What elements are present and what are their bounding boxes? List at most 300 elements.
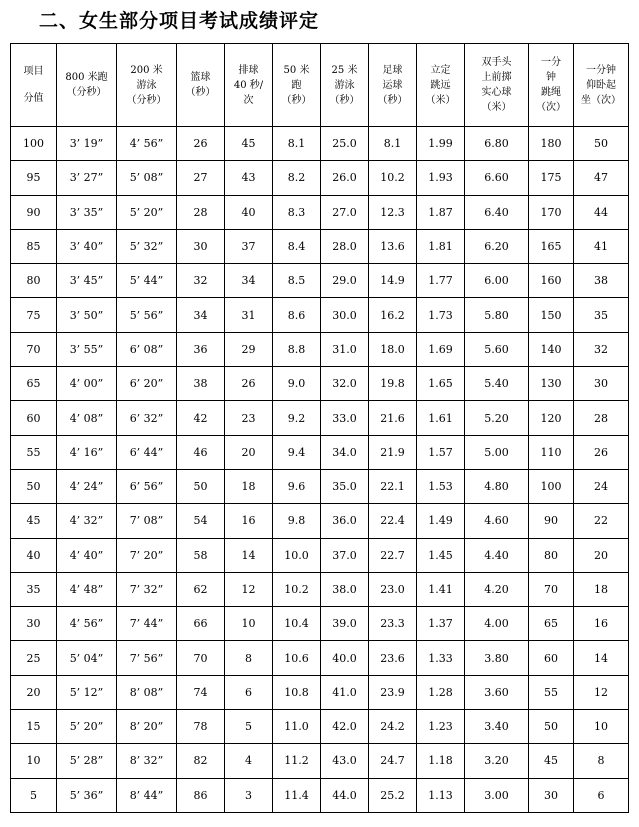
- table-cell: 5’ 56”: [117, 298, 177, 332]
- column-header-line: （米）: [425, 94, 456, 106]
- table-cell: 35: [574, 298, 629, 332]
- table-cell: 1.57: [417, 435, 465, 469]
- column-header-line: 立定: [430, 64, 451, 76]
- table-cell: 43: [225, 161, 273, 195]
- table-cell: 6’ 08”: [117, 332, 177, 366]
- table-cell: 29: [225, 332, 273, 366]
- table-cell: 110: [529, 435, 574, 469]
- table-cell: 27.0: [321, 195, 369, 229]
- score-cell: 80: [11, 264, 57, 298]
- table-cell: 3.00: [465, 778, 529, 812]
- table-cell: 4’ 16”: [57, 435, 117, 469]
- table-cell: 58: [177, 538, 225, 572]
- table-cell: 6.60: [465, 161, 529, 195]
- table-cell: 4’ 56”: [57, 607, 117, 641]
- column-header-line: （秒）: [377, 94, 408, 106]
- column-header-line: 跳绳: [541, 87, 561, 98]
- table-cell: 42: [177, 401, 225, 435]
- table-cell: 5.40: [465, 367, 529, 401]
- score-table: [10, 43, 629, 813]
- table-cell: 37.0: [321, 538, 369, 572]
- column-header: [529, 44, 574, 127]
- table-cell: 27: [177, 161, 225, 195]
- table-cell: 36: [177, 332, 225, 366]
- table-cell: 4’ 08”: [57, 401, 117, 435]
- table-header-row: [11, 44, 629, 127]
- table-cell: 16.2: [369, 298, 417, 332]
- table-cell: 30.0: [321, 298, 369, 332]
- table-cell: 8: [225, 641, 273, 675]
- table-cell: 1.81: [417, 229, 465, 263]
- table-cell: 5.00: [465, 435, 529, 469]
- table-cell: 62: [177, 572, 225, 606]
- table-cell: 19.8: [369, 367, 417, 401]
- table-cell: 8’ 32”: [117, 744, 177, 778]
- table-cell: 6’ 56”: [117, 469, 177, 503]
- table-row: [11, 401, 629, 435]
- column-header-line: 跳远: [430, 79, 451, 91]
- column-header-line: 分值: [23, 93, 44, 104]
- table-cell: 7’ 56”: [117, 641, 177, 675]
- column-header-line: 足球: [382, 64, 403, 76]
- table-cell: 1.45: [417, 538, 465, 572]
- table-row: [11, 264, 629, 298]
- table-cell: 38: [574, 264, 629, 298]
- table-cell: 8’ 08”: [117, 675, 177, 709]
- column-header-line: 25 米: [331, 64, 358, 76]
- table-cell: 3’ 40”: [57, 229, 117, 263]
- table-cell: 12.3: [369, 195, 417, 229]
- score-cell: 10: [11, 744, 57, 778]
- score-cell: 75: [11, 298, 57, 332]
- score-cell: 5: [11, 778, 57, 812]
- table-cell: 8’ 20”: [117, 710, 177, 744]
- table-cell: 8.2: [273, 161, 321, 195]
- table-cell: 7’ 32”: [117, 572, 177, 606]
- column-header-line: 50 米: [283, 64, 310, 76]
- table-cell: 14: [574, 641, 629, 675]
- table-cell: 3.20: [465, 744, 529, 778]
- table-cell: 1.65: [417, 367, 465, 401]
- table-cell: 9.0: [273, 367, 321, 401]
- table-cell: 4’ 00”: [57, 367, 117, 401]
- table-cell: 4’ 40”: [57, 538, 117, 572]
- table-cell: 8’ 44”: [117, 778, 177, 812]
- table-cell: 18: [225, 469, 273, 503]
- table-cell: 4.40: [465, 538, 529, 572]
- column-header-line: 项目: [23, 66, 44, 77]
- score-cell: 100: [11, 127, 57, 161]
- table-cell: 26: [574, 435, 629, 469]
- table-row: [11, 161, 629, 195]
- column-header-line: 一分: [541, 57, 561, 68]
- table-cell: 40: [225, 195, 273, 229]
- table-cell: 9.6: [273, 469, 321, 503]
- table-cell: 26: [225, 367, 273, 401]
- score-cell: 90: [11, 195, 57, 229]
- table-cell: 12: [225, 572, 273, 606]
- table-cell: 4’ 56”: [117, 127, 177, 161]
- table-cell: 78: [177, 710, 225, 744]
- table-cell: 28: [177, 195, 225, 229]
- column-header-line: （秒）: [281, 94, 312, 106]
- table-cell: 35.0: [321, 469, 369, 503]
- table-cell: 47: [574, 161, 629, 195]
- column-header-line: 篮球: [190, 72, 211, 83]
- column-header: [574, 44, 629, 127]
- table-cell: 5.80: [465, 298, 529, 332]
- table-cell: 66: [177, 607, 225, 641]
- table-cell: 12: [574, 675, 629, 709]
- table-cell: 23.9: [369, 675, 417, 709]
- table-cell: 4’ 32”: [57, 504, 117, 538]
- table-cell: 55: [529, 675, 574, 709]
- table-row: [11, 332, 629, 366]
- table-cell: 6’ 20”: [117, 367, 177, 401]
- table-row: [11, 572, 629, 606]
- table-cell: 40.0: [321, 641, 369, 675]
- column-header-line: 双手头: [481, 57, 512, 68]
- column-header-line: 上前掷: [481, 72, 512, 83]
- table-cell: 6: [574, 778, 629, 812]
- table-cell: 74: [177, 675, 225, 709]
- table-cell: 14.9: [369, 264, 417, 298]
- table-cell: 9.2: [273, 401, 321, 435]
- column-header-line: 次: [243, 94, 254, 106]
- table-cell: 1.28: [417, 675, 465, 709]
- table-cell: 16: [574, 607, 629, 641]
- table-cell: 36.0: [321, 504, 369, 538]
- table-cell: 21.6: [369, 401, 417, 435]
- column-header-line: 实心球: [481, 87, 512, 98]
- table-cell: 11.4: [273, 778, 321, 812]
- column-header-line: 运球: [382, 79, 403, 91]
- column-header-line: 游泳: [136, 79, 157, 91]
- table-cell: 3.60: [465, 675, 529, 709]
- table-row: [11, 641, 629, 675]
- table-cell: 8.3: [273, 195, 321, 229]
- table-cell: 38.0: [321, 572, 369, 606]
- column-header-item-score: [11, 44, 57, 127]
- table-cell: 3’ 27”: [57, 161, 117, 195]
- table-cell: 24: [574, 469, 629, 503]
- score-cell: 50: [11, 469, 57, 503]
- table-cell: 11.2: [273, 744, 321, 778]
- table-cell: 86: [177, 778, 225, 812]
- table-cell: 10: [574, 710, 629, 744]
- table-cell: 13.6: [369, 229, 417, 263]
- column-header-line: 游泳: [334, 79, 355, 91]
- table-cell: 8.1: [273, 127, 321, 161]
- table-cell: 10.4: [273, 607, 321, 641]
- table-cell: 39.0: [321, 607, 369, 641]
- column-header-line: 仰卧起: [586, 79, 616, 91]
- table-cell: 8.5: [273, 264, 321, 298]
- table-row: [11, 504, 629, 538]
- table-cell: 50: [529, 710, 574, 744]
- table-row: [11, 710, 629, 744]
- table-cell: 30: [177, 229, 225, 263]
- table-cell: 120: [529, 401, 574, 435]
- table-cell: 10.8: [273, 675, 321, 709]
- column-header: [117, 44, 177, 127]
- table-cell: 10.6: [273, 641, 321, 675]
- score-cell: 45: [11, 504, 57, 538]
- score-cell: 70: [11, 332, 57, 366]
- table-cell: 5’ 44”: [117, 264, 177, 298]
- table-cell: 24.7: [369, 744, 417, 778]
- column-header-line: （次）: [536, 102, 566, 113]
- table-cell: 70: [529, 572, 574, 606]
- table-cell: 175: [529, 161, 574, 195]
- table-cell: 25.0: [321, 127, 369, 161]
- table-cell: 16: [225, 504, 273, 538]
- table-cell: 44.0: [321, 778, 369, 812]
- table-cell: 5’ 20”: [117, 195, 177, 229]
- table-cell: 7’ 20”: [117, 538, 177, 572]
- table-cell: 8.1: [369, 127, 417, 161]
- table-cell: 28.0: [321, 229, 369, 263]
- table-cell: 20: [225, 435, 273, 469]
- table-cell: 22.7: [369, 538, 417, 572]
- table-cell: 10: [225, 607, 273, 641]
- table-cell: 1.37: [417, 607, 465, 641]
- table-cell: 50: [177, 469, 225, 503]
- table-cell: 1.77: [417, 264, 465, 298]
- table-row: [11, 298, 629, 332]
- table-cell: 18.0: [369, 332, 417, 366]
- table-cell: 32: [177, 264, 225, 298]
- table-cell: 45: [225, 127, 273, 161]
- table-cell: 140: [529, 332, 574, 366]
- table-cell: 5’ 12”: [57, 675, 117, 709]
- table-row: [11, 469, 629, 503]
- table-cell: 1.18: [417, 744, 465, 778]
- column-header-line: 坐（次）: [581, 94, 621, 106]
- table-cell: 1.69: [417, 332, 465, 366]
- table-cell: 60: [529, 641, 574, 675]
- table-cell: 37: [225, 229, 273, 263]
- table-cell: 5’ 04”: [57, 641, 117, 675]
- table-cell: 5’ 08”: [117, 161, 177, 195]
- table-cell: 180: [529, 127, 574, 161]
- table-cell: 34.0: [321, 435, 369, 469]
- table-cell: 5’ 28”: [57, 744, 117, 778]
- column-header-line: （分秒）: [66, 87, 107, 98]
- table-cell: 38: [177, 367, 225, 401]
- table-cell: 6’ 44”: [117, 435, 177, 469]
- table-cell: 1.13: [417, 778, 465, 812]
- table-cell: 1.41: [417, 572, 465, 606]
- score-cell: 60: [11, 401, 57, 435]
- table-cell: 1.23: [417, 710, 465, 744]
- column-header-line: 800 米跑: [65, 72, 108, 83]
- table-cell: 3.40: [465, 710, 529, 744]
- table-cell: 10.0: [273, 538, 321, 572]
- table-cell: 4: [225, 744, 273, 778]
- table-cell: 10.2: [273, 572, 321, 606]
- table-cell: 1.53: [417, 469, 465, 503]
- table-cell: 44: [574, 195, 629, 229]
- table-cell: 28: [574, 401, 629, 435]
- column-header: [465, 44, 529, 127]
- column-header: [225, 44, 273, 127]
- column-header: [321, 44, 369, 127]
- table-cell: 4.60: [465, 504, 529, 538]
- table-cell: 1.61: [417, 401, 465, 435]
- table-cell: 20: [574, 538, 629, 572]
- table-row: [11, 607, 629, 641]
- table-cell: 4.20: [465, 572, 529, 606]
- table-cell: 31: [225, 298, 273, 332]
- table-cell: 21.9: [369, 435, 417, 469]
- column-header-line: （秒）: [185, 87, 216, 98]
- column-header-line: 排球: [238, 64, 259, 76]
- table-cell: 34: [177, 298, 225, 332]
- column-header-line: （分秒）: [126, 94, 167, 106]
- table-cell: 6.80: [465, 127, 529, 161]
- table-cell: 1.73: [417, 298, 465, 332]
- table-cell: 24.2: [369, 710, 417, 744]
- table-cell: 30: [574, 367, 629, 401]
- table-cell: 5.60: [465, 332, 529, 366]
- table-cell: 26.0: [321, 161, 369, 195]
- table-row: [11, 778, 629, 812]
- table-cell: 8.4: [273, 229, 321, 263]
- table-cell: 1.93: [417, 161, 465, 195]
- table-cell: 34: [225, 264, 273, 298]
- table-cell: 160: [529, 264, 574, 298]
- table-cell: 6’ 32”: [117, 401, 177, 435]
- score-cell: 85: [11, 229, 57, 263]
- table-cell: 5’ 32”: [117, 229, 177, 263]
- table-cell: 4.80: [465, 469, 529, 503]
- table-cell: 80: [529, 538, 574, 572]
- table-cell: 43.0: [321, 744, 369, 778]
- table-cell: 3’ 55”: [57, 332, 117, 366]
- column-header-line: 钟: [546, 72, 556, 83]
- table-row: [11, 195, 629, 229]
- column-header: [177, 44, 225, 127]
- table-cell: 6.40: [465, 195, 529, 229]
- table-cell: 50: [574, 127, 629, 161]
- column-header: [273, 44, 321, 127]
- score-cell: 65: [11, 367, 57, 401]
- table-body: [11, 127, 629, 813]
- document-title: 二、女生部分项目考试成绩评定: [39, 10, 320, 32]
- table-cell: 165: [529, 229, 574, 263]
- column-header-line: （米）: [481, 102, 512, 113]
- table-cell: 5: [225, 710, 273, 744]
- column-header-line: 40 秒/: [233, 79, 264, 91]
- table-cell: 31.0: [321, 332, 369, 366]
- table-cell: 41: [574, 229, 629, 263]
- table-cell: 30: [529, 778, 574, 812]
- table-cell: 65: [529, 607, 574, 641]
- table-cell: 82: [177, 744, 225, 778]
- table-cell: 23.0: [369, 572, 417, 606]
- score-cell: 40: [11, 538, 57, 572]
- table-cell: 3’ 45”: [57, 264, 117, 298]
- table-cell: 23.3: [369, 607, 417, 641]
- score-cell: 30: [11, 607, 57, 641]
- score-cell: 95: [11, 161, 57, 195]
- table-cell: 1.33: [417, 641, 465, 675]
- table-cell: 3.80: [465, 641, 529, 675]
- table-cell: 11.0: [273, 710, 321, 744]
- table-row: [11, 744, 629, 778]
- table-cell: 10.2: [369, 161, 417, 195]
- table-cell: 22.1: [369, 469, 417, 503]
- table-cell: 3: [225, 778, 273, 812]
- table-cell: 8: [574, 744, 629, 778]
- column-header: [57, 44, 117, 127]
- table-cell: 32.0: [321, 367, 369, 401]
- score-cell: 25: [11, 641, 57, 675]
- table-cell: 3’ 19”: [57, 127, 117, 161]
- table-cell: 33.0: [321, 401, 369, 435]
- table-cell: 130: [529, 367, 574, 401]
- column-header-line: 跑: [291, 79, 302, 91]
- column-header-line: 200 米: [130, 64, 163, 76]
- table-cell: 3’ 50”: [57, 298, 117, 332]
- table-cell: 25.2: [369, 778, 417, 812]
- table-cell: 150: [529, 298, 574, 332]
- table-row: [11, 435, 629, 469]
- table-cell: 170: [529, 195, 574, 229]
- table-cell: 23: [225, 401, 273, 435]
- table-cell: 4’ 48”: [57, 572, 117, 606]
- table-cell: 8.6: [273, 298, 321, 332]
- table-cell: 42.0: [321, 710, 369, 744]
- table-cell: 5’ 36”: [57, 778, 117, 812]
- table-row: [11, 127, 629, 161]
- score-cell: 35: [11, 572, 57, 606]
- table-cell: 4’ 24”: [57, 469, 117, 503]
- column-header-line: （秒）: [329, 94, 360, 106]
- column-header: [417, 44, 465, 127]
- table-cell: 5.20: [465, 401, 529, 435]
- table-cell: 100: [529, 469, 574, 503]
- table-cell: 18: [574, 572, 629, 606]
- column-header-line: 一分钟: [586, 64, 616, 76]
- column-header: [369, 44, 417, 127]
- table-cell: 6.00: [465, 264, 529, 298]
- table-cell: 14: [225, 538, 273, 572]
- table-cell: 23.6: [369, 641, 417, 675]
- table-cell: 1.49: [417, 504, 465, 538]
- table-cell: 9.8: [273, 504, 321, 538]
- score-cell: 20: [11, 675, 57, 709]
- table-cell: 3’ 35”: [57, 195, 117, 229]
- table-cell: 45: [529, 744, 574, 778]
- table-cell: 22: [574, 504, 629, 538]
- score-cell: 15: [11, 710, 57, 744]
- table-cell: 46: [177, 435, 225, 469]
- table-cell: 6: [225, 675, 273, 709]
- table-cell: 41.0: [321, 675, 369, 709]
- table-cell: 7’ 44”: [117, 607, 177, 641]
- table-row: [11, 538, 629, 572]
- table-row: [11, 229, 629, 263]
- table-cell: 70: [177, 641, 225, 675]
- table-cell: 1.99: [417, 127, 465, 161]
- table-cell: 4.00: [465, 607, 529, 641]
- table-cell: 29.0: [321, 264, 369, 298]
- table-cell: 26: [177, 127, 225, 161]
- score-cell: 55: [11, 435, 57, 469]
- table-cell: 7’ 08”: [117, 504, 177, 538]
